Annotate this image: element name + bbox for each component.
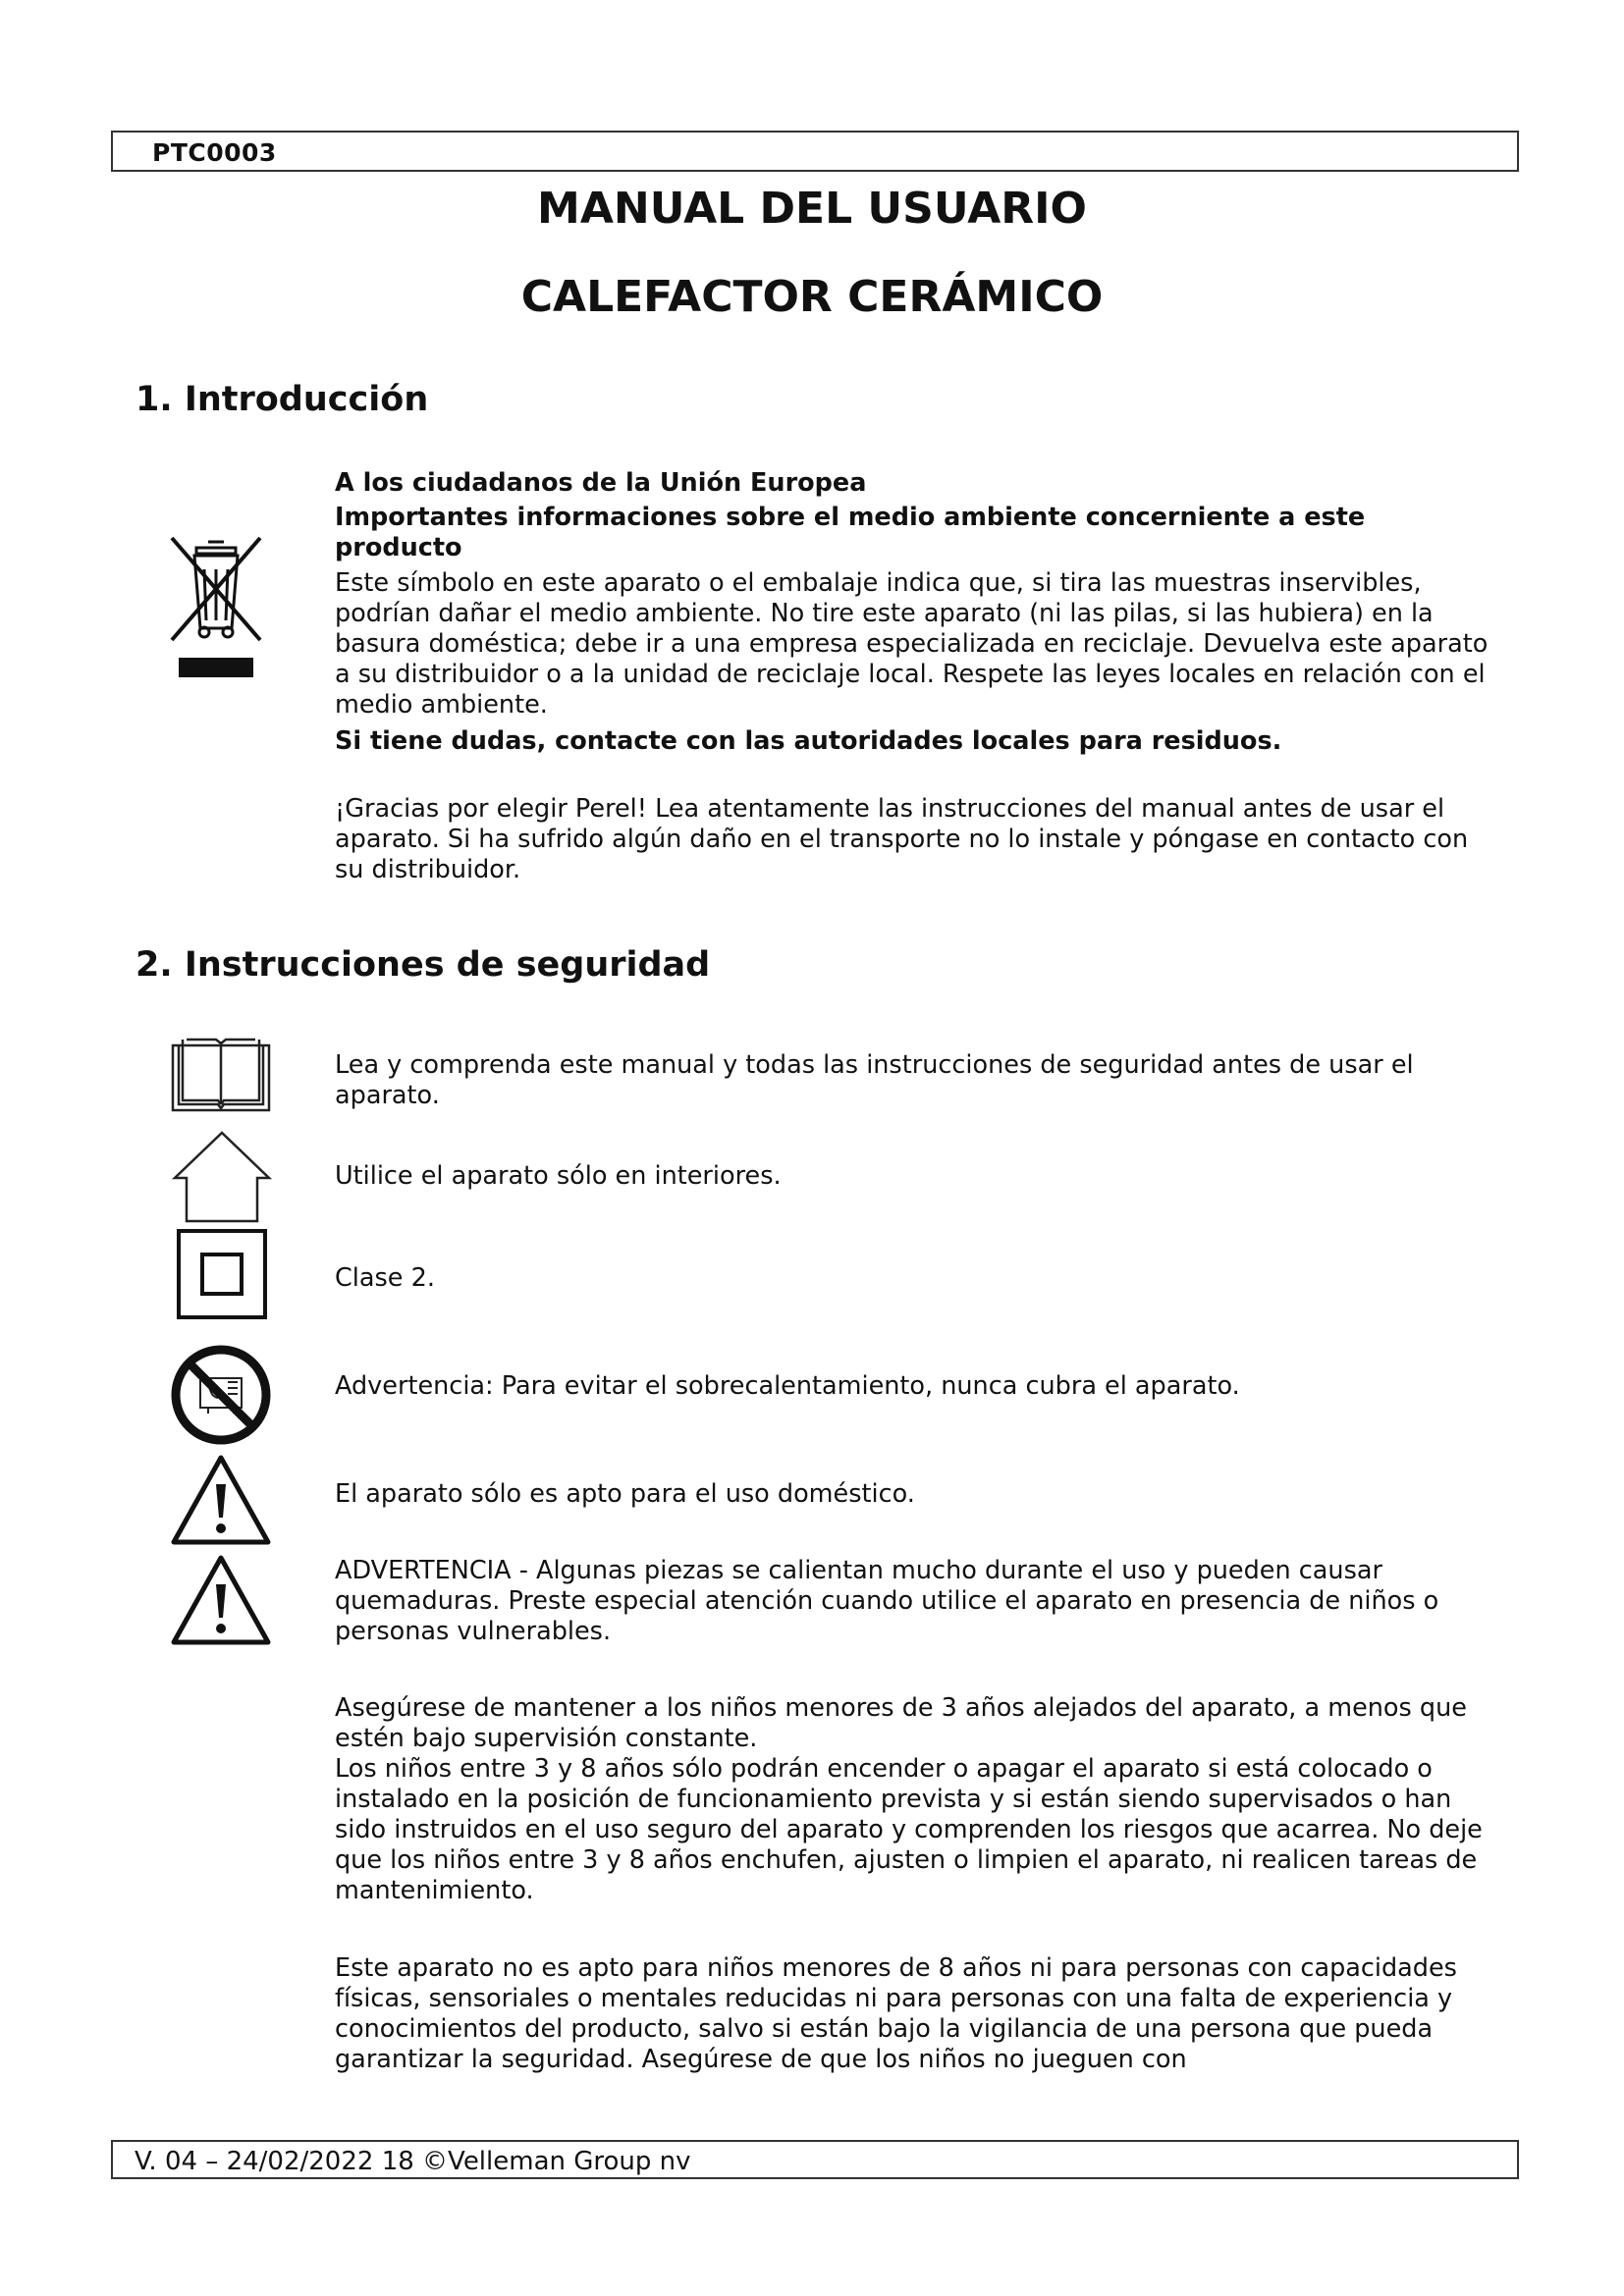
do-not-cover-icon xyxy=(169,1343,273,1447)
hot-parts-text: ADVERTENCIA - Algunas piezas se calientan mucho durante el uso y pueden causar quemaduras. Preste especial atención cuando utilice el aparato en presencia de niños o personas vulnerables. xyxy=(335,1556,1439,1646)
indoor-house-icon xyxy=(171,1129,273,1225)
cover-warning-text: Advertencia: Para evitar el sobrecalentamiento, nunca cubra el aparato. xyxy=(335,1371,1240,1401)
indoor-text: Utilice el aparato sólo en interiores. xyxy=(335,1161,782,1191)
not-suitable-text: Este aparato no es apto para niños menores de 8 años ni para personas con capacidades físicas, sensoriales o mentales reducidas ni para personas con una falta de experiencia y conocimientos del producto, salvo si están bajo la vigilancia de una persona que pueda garantizar la seguridad. Asegúrese de que los niños no jueguen con xyxy=(335,1953,1457,2074)
footer-version: V. 04 – 24/02/2022 18 ©Velleman Group nv xyxy=(135,2147,691,2176)
class2-double-insulation-icon xyxy=(177,1229,267,1319)
section-heading-safety: 2. Instrucciones de seguridad xyxy=(135,945,711,985)
thanks-paragraph: ¡Gracias por elegir Perel! Lea atentamente las instrucciones del manual antes de usar el aparato. Si ha sufrido algún daño en el transporte no lo instale y póngase en contacto con su distribuidor. xyxy=(335,794,1469,884)
children-under-3-text: Asegúrese de mantener a los niños menores de 3 años alejados del aparato, a menos que estén bajo supervisión constante. xyxy=(335,1693,1467,1753)
weee-bin-icon xyxy=(167,530,265,687)
read-manual-text: Lea y comprenda este manual y todas las instrucciones de seguridad antes de usar el aparato. xyxy=(335,1050,1414,1110)
hot-parts-warning-triangle-icon xyxy=(169,1553,273,1647)
environment-note: Si tiene dudas, contacte con las autoridades locales para residuos. xyxy=(335,726,1282,756)
class2-text: Clase 2. xyxy=(335,1263,435,1293)
children-3-to-8-text: Los niños entre 3 y 8 años sólo podrán encender o apagar el aparato si está colocado o instalado en la posición de funcionamiento prevista y si están siendo supervisados o han sido instruidos en el uso seguro del aparato y comprenden los riesgos que acarrea. No deje que los niños entre 3 y 8 años enchufen, ajusten o limpien el aparato, ni realicen tareas de mantenimiento. xyxy=(335,1754,1483,1905)
page-title: MANUAL DEL USUARIO xyxy=(537,184,1087,234)
product-code: PTC0003 xyxy=(152,138,277,167)
warning-triangle-icon xyxy=(169,1453,273,1547)
household-text: El aparato sólo es apto para el uso doméstico. xyxy=(335,1479,915,1509)
header-box xyxy=(111,131,1519,172)
product-title: CALEFACTOR CERÁMICO xyxy=(520,272,1104,322)
read-manual-book-icon xyxy=(169,1036,273,1114)
section-heading-introduction: 1. Introducción xyxy=(135,380,429,419)
environment-text: Este símbolo en este aparato o el embalaje indica que, si tira las muestras inservibles, podrían dañar el medio ambiente. No tire este aparato (ni las pilas, si las hubiera) en la basura doméstica; debe ir a una empresa especializada en reciclaje. Devuelva este aparato a su distribuidor o a la unidad de reciclaje local. Respete las leyes locales en relación con el medio ambiente. xyxy=(335,568,1489,720)
eu-heading: A los ciudadanos de la Unión Europea xyxy=(335,468,867,498)
environment-heading: Importantes informaciones sobre el medio ambiente concerniente a este producto xyxy=(335,503,1366,562)
footer-box xyxy=(111,2140,1519,2179)
